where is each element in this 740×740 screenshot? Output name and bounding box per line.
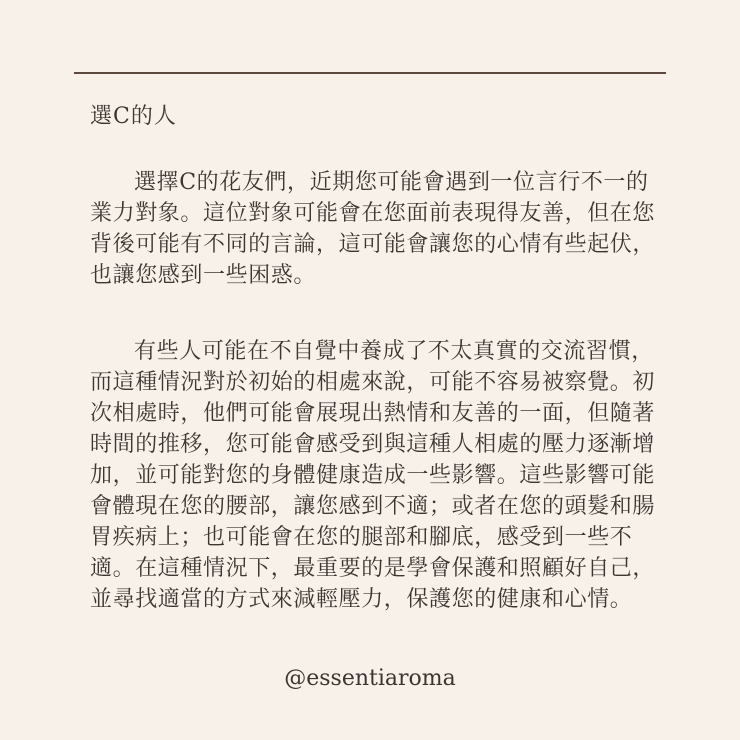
paragraph-intro: 選擇C的花友們，近期您可能會遇到一位言行不一的業力對象。這位對象可能會在您面前表現得友善，但在您背後可能有不同的言論，這可能會讓您的心情有些起伏，也讓您感到一些困惑。: [90, 170, 656, 288]
paragraph-details: 有些人可能在不自覺中養成了不太真實的交流習慣，而這種情況對於初始的相處來說，可能不容易被察覺。初次相處時，他們可能會展現出熱情和友善的一面，但隨著時間的推移，您可能會感受到與這種人相處的壓力逐漸增加，並可能對您的身體健康造成一些影響。這些影響可能會體現在您的腰部，讓您感到不適；或者在您的頭髮和腸胃疾病上；也可能會在您的腿部和腳底，感受到一些不適。在這種情況下，最重要的是學會保護和照顧好自己，並尋找適當的方式來減輕壓力，保護您的健康和心情。: [90, 339, 656, 612]
top-divider: [74, 72, 666, 74]
author-handle: @essentiaroma: [284, 666, 456, 691]
section-heading: 選C的人: [90, 104, 177, 129]
